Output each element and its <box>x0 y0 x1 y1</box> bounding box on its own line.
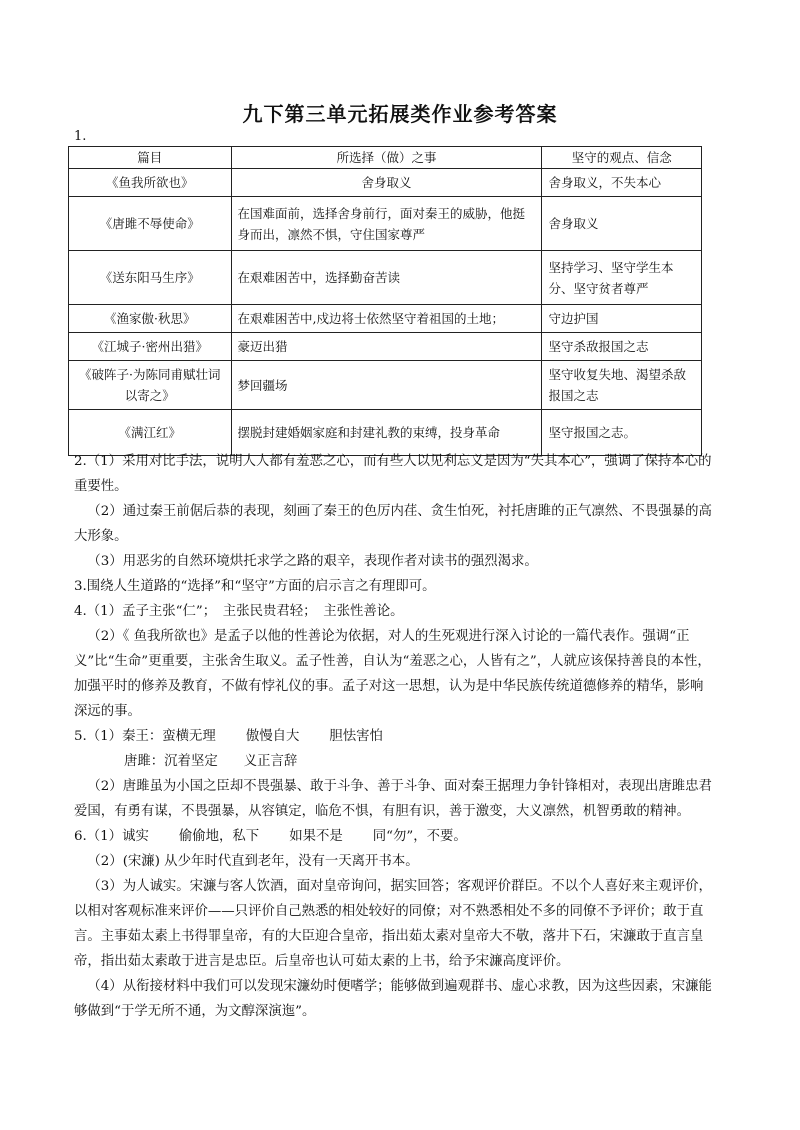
question-1-label: 1. <box>74 129 87 144</box>
cell-choice: 在国难面前，选择舍身前行，面对秦王的威胁，他挺身而出，凛然不惧，守住国家尊严 <box>231 197 542 251</box>
cell-work: 《江城子·密州出猎》 <box>69 333 232 361</box>
answer-2-3: （3）用恶劣的自然环境烘托求学之路的艰辛，表现作者对读书的强烈渴求。 <box>87 554 538 569</box>
cell-choice: 摆脱封建婚姻家庭和封建礼教的束缚，投身革命 <box>231 410 542 456</box>
answer-6-1-d: 同“勿”，不要。 <box>372 829 467 844</box>
cell-work: 《破阵子·为陈同甫赋壮词以寄之》 <box>69 361 232 410</box>
answers-section <box>74 449 714 1024</box>
cell-belief: 舍身取义 <box>542 197 702 251</box>
answer-3: 3.围绕人生道路的“选择”和“坚守”方面的启示言之有理即可。 <box>74 579 436 594</box>
answer-6-3: （3）为人诚实。宋濂与客人饮酒，面对皇帝询问，据实回答；客观评价群臣。不以个人喜好来主观评价，以相对客观标准来评价——只评价自己熟悉的相处较好的同僚；对不熟悉相处不多的同僚不予评价；敢于直言。主事茹太素上书得罪皇帝，有的大臣迎合皇帝，指出茹太素对皇帝大不敬，落井下石，宋濂敢于直言皇帝，指出茹太素敢于进言是忠臣。后皇帝也认可茹太素的上书，给予宋濂高度评价。 <box>74 879 712 969</box>
answer-5-1-line1 <box>74 724 714 749</box>
cell-belief: 舍身取义，不失本心 <box>542 169 702 197</box>
answer-6-1-b: 偷偷地，私下 <box>178 829 260 844</box>
header-belief: 坚守的观点、信念 <box>542 147 702 169</box>
table-row <box>69 305 702 333</box>
page-title: 九下第三单元拓展类作业参考答案 <box>242 102 558 126</box>
answer-2-1: 2.（1）采用对比手法，说明人人都有羞恶之心，而有些人以见利忘义是因为“失其本心”，强调了保持本心的重要性。 <box>74 454 712 494</box>
cell-choice: 梦回疆场 <box>231 361 542 410</box>
answer-5-2: （2）唐雎虽为小国之臣却不畏强暴、敢于斗争、善于斗争、面对秦王据理力争针锋相对，表现出唐雎忠君爱国，有勇有谋，不畏强暴，从容镇定，临危不惧，有胆有识，善于激变，大义凛然，机智勇敢的精神。 <box>74 779 712 819</box>
answer-5-1-tang-1: 唐雎：沉着坚定 <box>124 754 218 769</box>
cell-work: 《唐雎不辱使命》 <box>69 197 232 251</box>
cell-choice: 舍身取义 <box>231 169 542 197</box>
answer-5-1-tang-2: 义正言辞 <box>243 754 298 769</box>
answer-table <box>68 146 702 456</box>
answer-6-2: （2）(宋濂) 从少年时代直到老年，没有一天离开书本。 <box>87 854 419 869</box>
table-row <box>69 251 702 305</box>
cell-choice: 在艰难困苦中,戍边将士依然坚守着祖国的土地； <box>231 305 542 333</box>
cell-belief: 坚守杀敌报国之志 <box>542 333 702 361</box>
cell-work: 《渔家傲·秋思》 <box>69 305 232 333</box>
cell-choice: 豪迈出猎 <box>231 333 542 361</box>
cell-belief: 坚持学习、坚守学生本分、坚守贫者尊严 <box>542 251 702 305</box>
table-row <box>69 197 702 251</box>
answer-4-1: 4.（1）孟子主张“仁”； 主张民贵君轻； 主张性善论。 <box>74 604 404 619</box>
answer-2-2: （2）通过秦王前倨后恭的表现，刻画了秦王的色厉内荏、贪生怕死，衬托唐雎的正气凛然、不畏强暴的高大形象。 <box>74 504 712 544</box>
answer-5-1-qin-3: 胆怯害怕 <box>329 729 383 744</box>
cell-work: 《满江红》 <box>69 410 232 456</box>
answer-5-1-qin-1: 5.（1）秦王：蛮横无理 <box>74 729 216 744</box>
cell-choice: 在艰难困苦中，选择勤奋苦读 <box>231 251 542 305</box>
table-row <box>69 333 702 361</box>
cell-work: 《送东阳马生序》 <box>69 251 232 305</box>
table-row <box>69 169 702 197</box>
header-work: 篇目 <box>69 147 232 169</box>
table-header-row <box>69 147 702 169</box>
header-choice: 所选择（做）之事 <box>231 147 542 169</box>
cell-belief: 坚守收复失地、渴望杀敌报国之志 <box>542 361 702 410</box>
answer-6-1-a: 6.（1）诚实 <box>74 829 149 844</box>
answer-6-4: （4）从衔接材料中我们可以发现宋濂幼时便嗜学；能够做到遍观群书、虚心求教，因为这些因素，宋濂能够做到“于学无所不通，为文醇深演迤”。 <box>74 979 712 1019</box>
answer-6-1 <box>74 824 714 849</box>
answer-5-1-line2 <box>74 749 714 774</box>
answer-5-1-qin-2: 傲慢自大 <box>245 729 300 744</box>
answer-4-2: （2）《 鱼我所欲也》是孟子以他的性善论为依据，对人的生死观进行深入讨论的一篇代表作。强调“正义”比“生命”更重要，主张舍生取义。孟子性善，自认为“羞恶之心，人皆有之”，人就应该保持善良的本性，加强平时的修养及教育，不做有悖礼仪的事。孟子对这一思想，认为是中华民族传统道德修养的精华，影响深远的事。 <box>74 629 711 719</box>
table-row <box>69 361 702 410</box>
cell-belief: 坚守报国之志。 <box>542 410 702 456</box>
cell-belief: 守边护国 <box>542 305 702 333</box>
cell-work: 《鱼我所欲也》 <box>69 169 232 197</box>
answer-6-1-c: 如果不是 <box>289 829 343 844</box>
